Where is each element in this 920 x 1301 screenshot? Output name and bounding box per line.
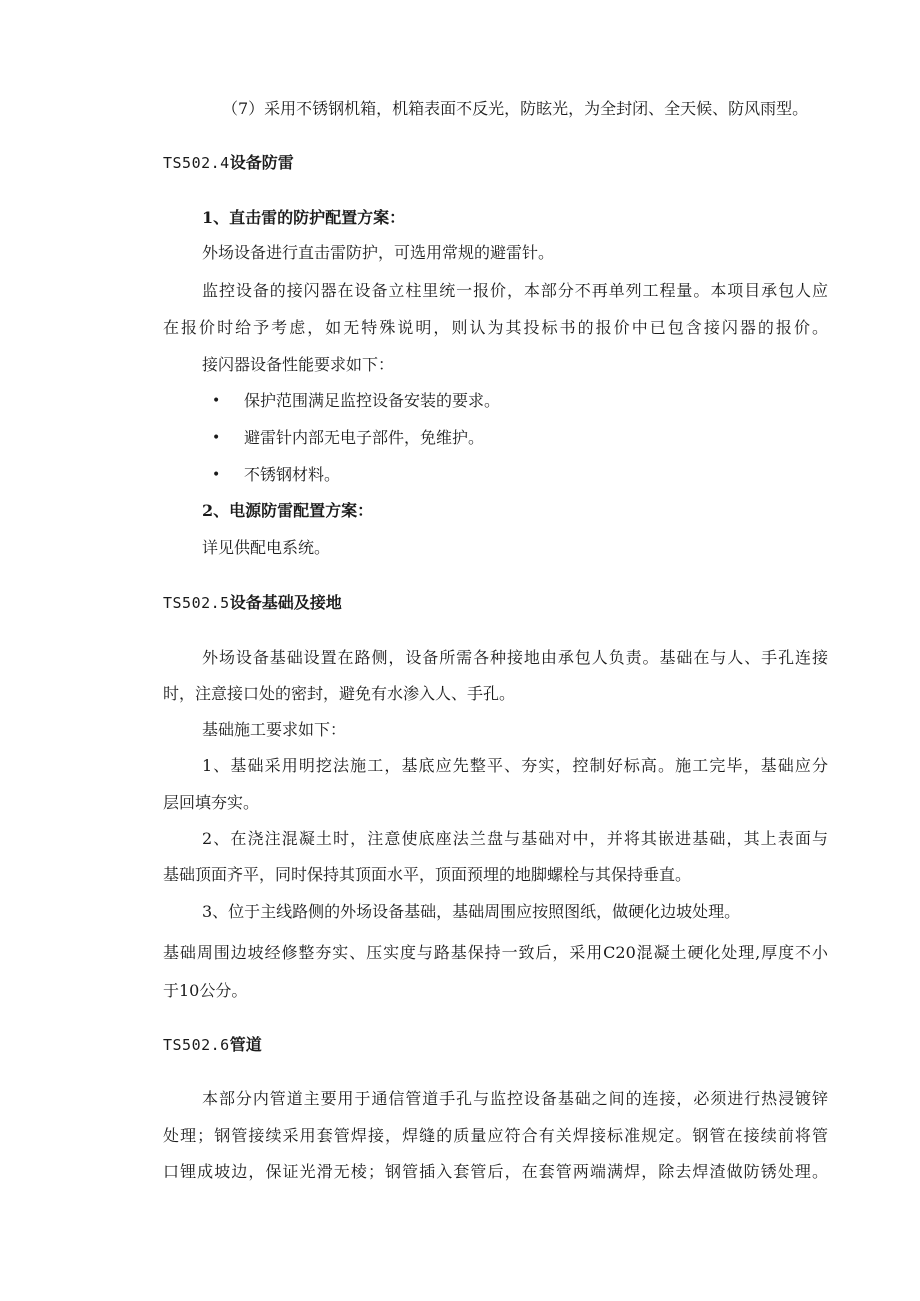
list-item: 避雷针内部无电子部件，免维护。: [244, 428, 485, 447]
paragraph-line: 外场设备基础设置在路侧，设备所需各种接地由承包人负责。基础在与人、手孔连接: [202, 648, 828, 667]
subheading-power-lightning: 2、电源防雷配置方案：: [202, 501, 374, 520]
paragraph-line: 层回填夯实。: [163, 793, 260, 812]
paragraph-line: 处理；钢管接续采用套管焊接，焊缝的质量应符合有关焊接标准规定。钢管在接续前将管: [163, 1126, 828, 1145]
section-code: TS502.4: [163, 154, 230, 172]
paragraph-line: 3、位于主线路侧的外场设备基础，基础周围应按照图纸，做硬化边坡处理。: [202, 902, 741, 921]
subheading-direct-lightning: 1、直击雷的防护配置方案：: [202, 208, 406, 227]
paragraph-line: 口锂成坡边，保证光滑无棱；钢管插入套管后，在套管两端满焊，除去焊渣做防锈处理。: [163, 1162, 828, 1181]
section-title: 设备防雷: [229, 153, 294, 172]
paragraph-line: 在报价时给予考虑，如无特殊说明，则认为其投标书的报价中已包含接闪器的报价。: [163, 318, 828, 337]
paragraph-line: 基础周围边坡经修整夯实、压实度与路基保持一致后，采用C20混凝土硬化处理,厚度不小: [163, 943, 828, 962]
section-title: 设备基础及接地: [229, 593, 342, 612]
paragraph-line: 接闪器设备性能要求如下：: [202, 355, 395, 374]
bullet-icon: •: [212, 467, 221, 483]
paragraph-line: 1、基础采用明挖法施工，基底应先整平、夯实，控制好标高。施工完毕，基础应分: [202, 756, 828, 775]
paragraph-line: 本部分内管道主要用于通信管道手孔与监控设备基础之间的连接，必须进行热浸镀锌: [202, 1089, 828, 1108]
section-code: TS502.6: [163, 1036, 230, 1054]
section-code: TS502.5: [163, 594, 230, 612]
paragraph-line: 详见供配电系统。: [202, 538, 331, 557]
item-7-line: （7）采用不锈钢机箱，机箱表面不反光，防眩光，为全封闭、全天候、防风雨型。: [222, 99, 809, 118]
paragraph-line: 基础施工要求如下：: [202, 720, 347, 739]
paragraph-line: 时，注意接口处的密封，避免有水渗入人、手孔。: [163, 684, 516, 703]
list-item: 保护范围满足监控设备安装的要求。: [244, 391, 501, 410]
section-heading-ts502-4: [163, 152, 294, 174]
paragraph-line: 于10公分。: [163, 981, 248, 1000]
paragraph-line: 外场设备进行直击雷防护，可选用常规的避雷针。: [202, 243, 555, 262]
section-heading-ts502-5: [163, 592, 342, 614]
paragraph-line: 监控设备的接闪器在设备立柱里统一报价，本部分不再单列工程量。本项目承包人应: [202, 281, 828, 300]
bullet-icon: •: [212, 393, 221, 409]
bullet-icon: •: [212, 430, 221, 446]
section-heading-ts502-6: [163, 1034, 262, 1056]
paragraph-line: 基础顶面齐平，同时保持其顶面水平，顶面预埋的地脚螺栓与其保持垂直。: [163, 865, 692, 884]
paragraph-line: 2、在浇注混凝土时，注意使底座法兰盘与基础对中，并将其嵌进基础，其上表面与: [202, 829, 828, 848]
section-title: 管道: [229, 1035, 262, 1054]
list-item: 不锈钢材料。: [244, 465, 341, 484]
